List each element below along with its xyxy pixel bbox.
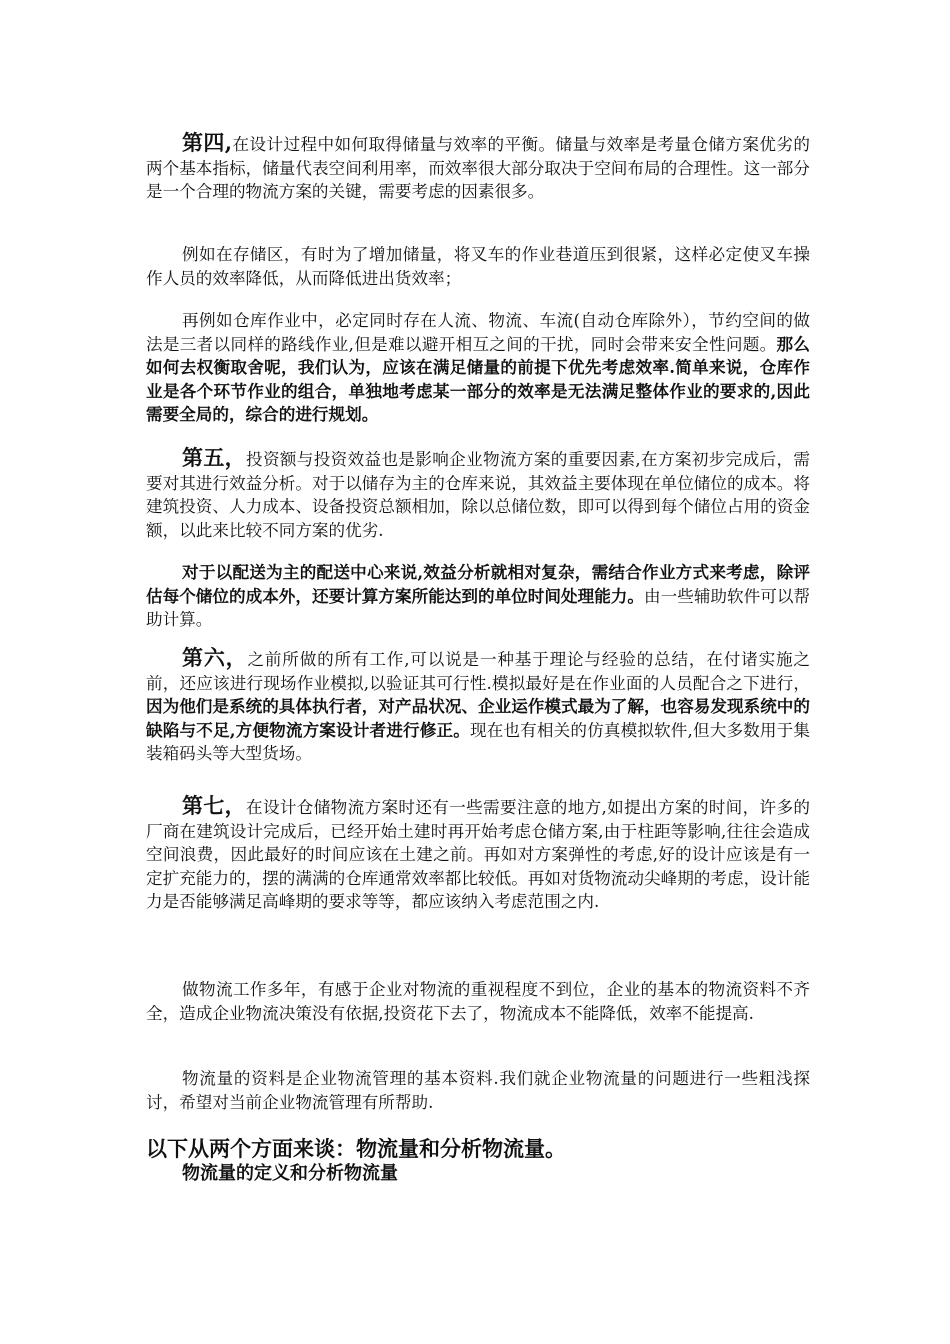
paragraph-seventh	[146, 794, 810, 914]
paragraph-fourth-text: 在设计过程中如何取得储量与效率的平衡。储量与效率是考量仓储方案优劣的两个基本指标，储量代表空间利用率，而效率很大部分取决于空间布局的合理性。这一部分是一个合理的物流方案的关键，需要考虑的因素很多。	[146, 135, 811, 201]
paragraph-example-two-text: 再例如仓库作业中，必定同时存在人流、物流、车流(自动仓库除外），节约空间的做法是三者以同样的路线作业,但是难以避开相互之间的干扰，同时会带来安全性问题。	[146, 311, 810, 354]
paragraph-seventh-head: 第七，	[182, 793, 247, 818]
paragraph-fifth-continued	[146, 561, 810, 632]
paragraph-fourth-example-one	[146, 243, 810, 290]
paragraph-experience-text: 做物流工作多年，有感于企业对物流的重视程度不到位，企业的基本的物流资料不齐全，造成企业物流决策没有依据,投资花下去了，物流成本不能降低，效率不能提高.	[146, 980, 810, 1023]
paragraph-sixth-text: 之前所做的所有工作,可以说是一种基于理论与经验的总结，在付诸实施之前，还应该进行现场作业模拟,以验证其可行性.模拟最好是在作业面的人员配合之下进行，	[146, 650, 810, 693]
paragraph-example-two-bold: 那么如何去权衡取舍呢，我们认为，应该在满足储量的前提下优先考虑效率.简单来说，仓库作业是各个环节作业的组合，单独地考虑某一部分的效率是无法满足整体作业的要求的,因此需要全局的，综合的进行规划。	[146, 333, 810, 424]
paragraph-fourth-example-two	[146, 309, 810, 427]
paragraph-sixth	[146, 646, 810, 766]
subsection-heading: 物流量的定义和分析物流量	[182, 1163, 398, 1184]
paragraph-fourth	[146, 131, 810, 204]
paragraph-material-text: 物流量的资料是企业物流管理的基本资料.我们就企业物流量的问题进行一些粗浅探讨，希望对当前企业物流管理有所帮助.	[146, 1069, 810, 1112]
paragraph-material	[146, 1067, 810, 1114]
paragraph-fifth-continued-text: 由一些辅助软件可以帮助计算。	[146, 586, 811, 629]
section-heading: 以下从两个方面来谈：物流量和分析物流量。	[146, 1136, 566, 1161]
paragraph-fifth-text: 投资额与投资效益也是影响企业物流方案的重要因素,在方案初步完成后，需要对其进行效益分析。对于以储存为主的仓库来说，其效益主要体现在单位储位的成本。将建筑投资、人力成本、设备投资总额相加，除以总储位数，即可以得到每个储位占用的资金额，以此来比较不同方案的优劣.	[146, 450, 810, 540]
paragraph-fifth-continued-bold: 对于以配送为主的配送中心来说,效益分析就相对复杂，需结合作业方式来考虑，除评估每个储位的成本外，还要计算方案所能达到的单位时间处理能力。	[146, 562, 810, 606]
paragraph-sixth-head: 第六，	[182, 645, 248, 670]
paragraph-seventh-text: 在设计仓储物流方案时还有一些需要注意的地方,如提出方案的时间，许多的厂商在建筑设计完成后，已经开始土建时再开始考虑仓储方案,由于柱距等影响,往往会造成空间浪费，因此最好的时间应该在土建之前。再如对方案弹性的考虑,好的设计应该是有一定扩充能力的，摆的满满的仓库通常效率都比较低。再如对货物流动尖峰期的考虑，设计能力是否能够满足高峰期的要求等等，都应该纳入考虑范围之内.	[146, 798, 810, 911]
paragraph-sixth-tail: 现在也有相关的仿真模拟软件,但大多数用于集装箱码头等大型货场。	[146, 720, 810, 763]
paragraph-experience	[146, 978, 810, 1025]
paragraph-fifth	[146, 446, 810, 542]
paragraph-sixth-bold: 因为他们是系统的具体执行者，对产品状况、企业运作模式最为了解，也容易发现系统中的缺陷与不足,方便物流方案设计者进行修正。	[146, 696, 810, 740]
paragraph-fifth-head: 第五，	[182, 445, 247, 470]
paragraph-example-one-text: 例如在存储区，有时为了增加储量，将叉车的作业巷道压到很紧，这样必定使叉车操作人员的效率降低，从而降低进出货效率；	[146, 245, 810, 288]
paragraph-fourth-head: 第四,	[182, 130, 233, 155]
